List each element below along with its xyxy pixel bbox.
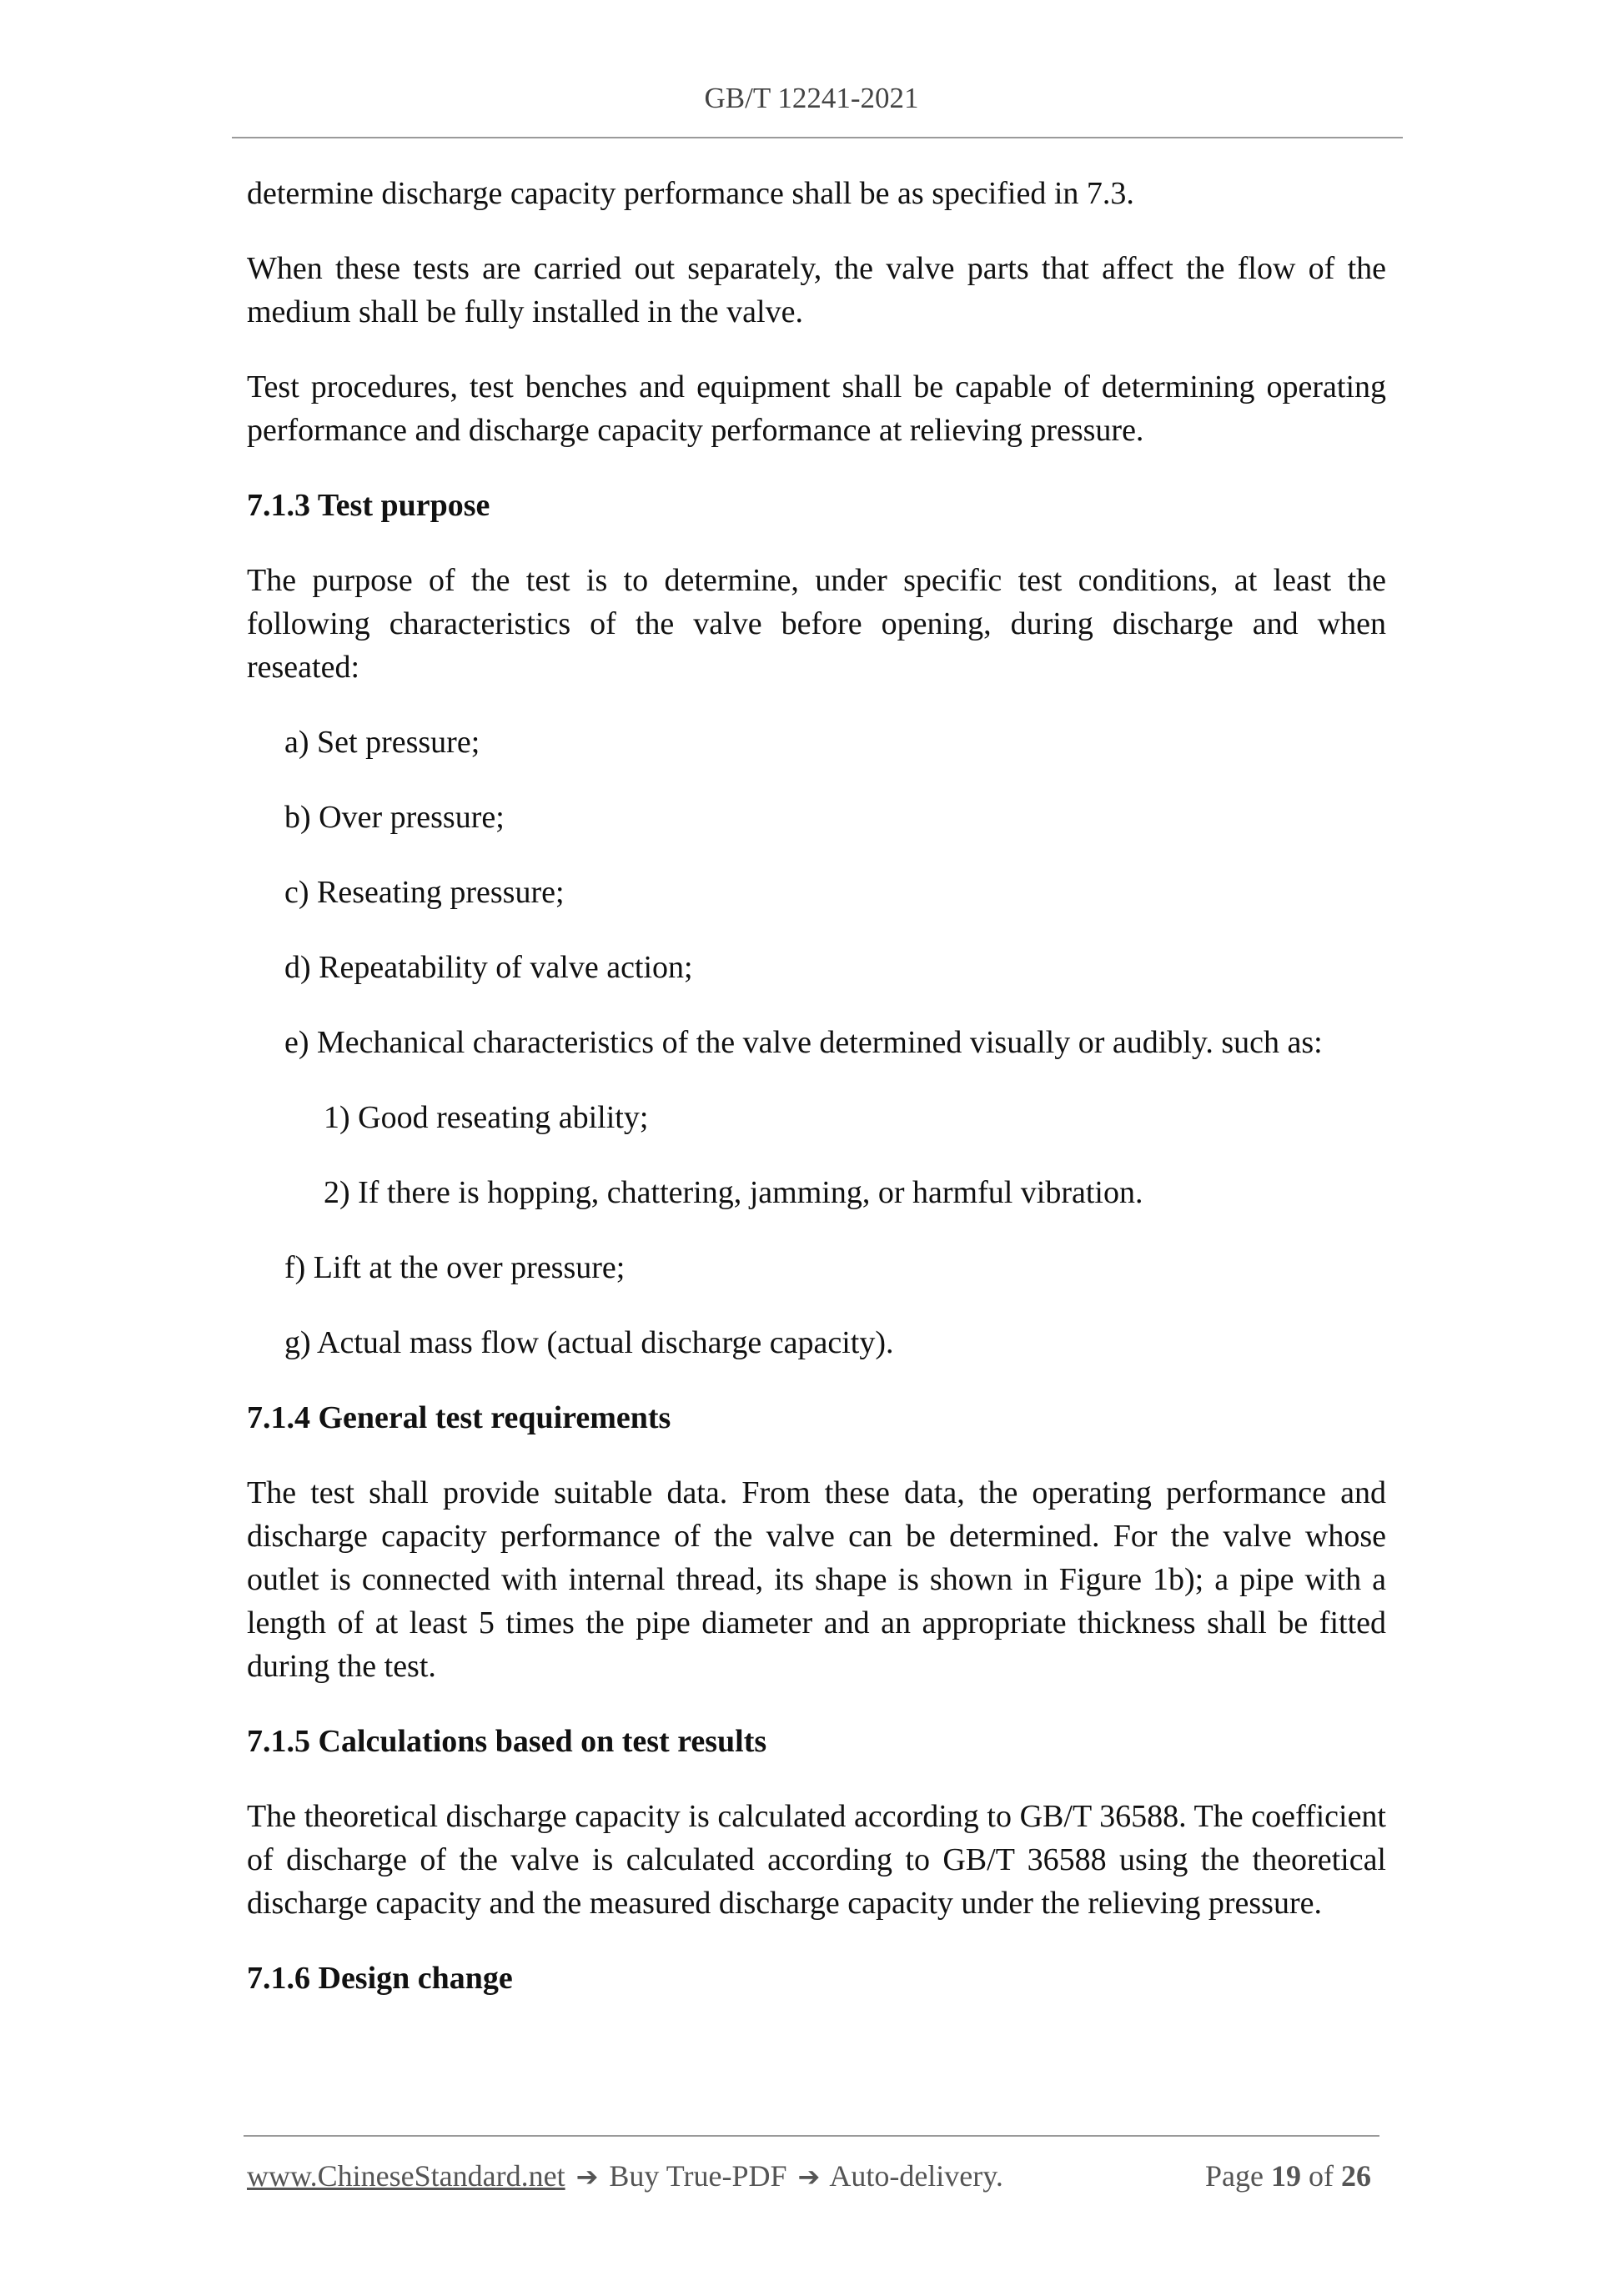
list-item: a) Set pressure; [284,725,480,760]
of-label: of [1309,2159,1334,2193]
document-header-title: GB/T 12241-2021 [704,82,919,114]
total-pages-number: 26 [1341,2159,1371,2193]
paragraph: The theoretical discharge capacity is calculated according to GB/T 36588. The coefficient of discharge of the valve is calculated according to GB/T 36588 using the theoretical discharge capacity and the measured discharge capacity under the relieving pressure. [247,1799,1386,1921]
website-link[interactable]: www.ChineseStandard.net [247,2159,565,2193]
list-item: c) Reseating pressure; [284,875,565,910]
paragraph: The test shall provide suitable data. From these data, the operating performance and discharge capacity performance of the valve can be determined. For the valve whose outlet is connected with internal thread, its shape is shown in Figure 1b); a pipe with a length of at least 5 times the pipe diameter and an appropriate thickness shall be fitted during the test. [247,1475,1386,1684]
section-heading-7-1-6: 7.1.6 Design change [247,1961,513,1996]
footer-links [247,2158,1003,2193]
paragraph: Test procedures, test benches and equipment shall be capable of determining operating performance and discharge capacity performance at relieving pressure. [247,369,1386,448]
auto-delivery-text: Auto-delivery. [829,2159,1003,2193]
page-content [247,172,1386,2032]
header-divider [232,137,1403,138]
right-arrow-icon: ➔ [575,2161,599,2193]
section-heading-7-1-5: 7.1.5 Calculations based on test results [247,1724,767,1759]
sub-list-item: 1) Good reseating ability; [324,1100,649,1135]
paragraph: The purpose of the test is to determine, under specific test conditions, at least the following characteristics of the valve before opening, during discharge and when reseated: [247,563,1386,685]
page-label: Page [1205,2159,1264,2193]
page-number [1205,2158,1371,2193]
section-heading-7-1-4: 7.1.4 General test requirements [247,1400,671,1435]
right-arrow-icon: ➔ [797,2161,821,2193]
list-item: f) Lift at the over pressure; [284,1250,626,1285]
buy-true-pdf-text: Buy True-PDF [609,2159,787,2193]
list-item: b) Over pressure; [284,800,505,835]
list-item: e) Mechanical characteristics of the valve determined visually or audibly. such as: [284,1025,1323,1060]
sub-list-item: 2) If there is hopping, chattering, jamming, or harmful vibration. [324,1175,1143,1210]
footer-divider [244,2135,1379,2137]
paragraph: determine discharge capacity performance shall be as specified in 7.3. [247,176,1134,211]
section-heading-7-1-3: 7.1.3 Test purpose [247,488,490,523]
paragraph: When these tests are carried out separately, the valve parts that affect the flow of the medium shall be fully installed in the valve. [247,251,1386,329]
list-item: d) Repeatability of valve action; [284,950,693,985]
current-page-number: 19 [1271,2159,1301,2193]
list-item: g) Actual mass flow (actual discharge capacity). [284,1325,894,1360]
